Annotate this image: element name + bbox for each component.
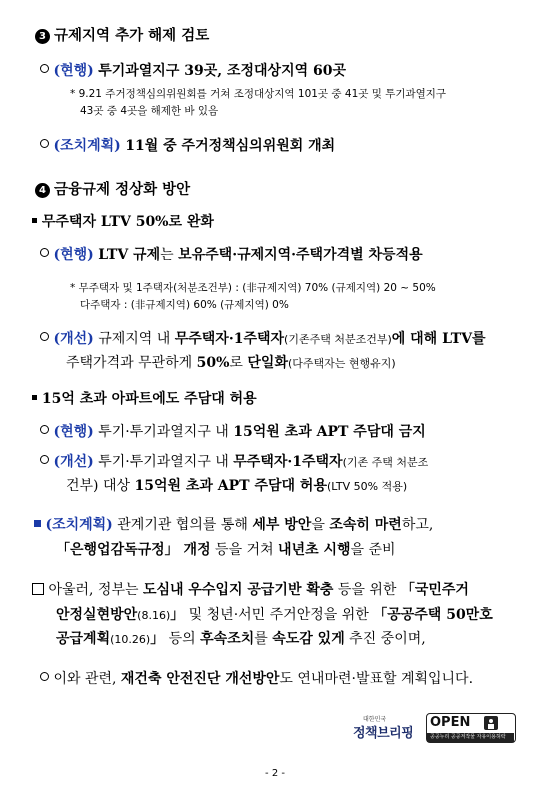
improve-c: (기존주택 처분조건부) bbox=[284, 333, 392, 346]
plan-text: 11월 중 주거정책심의위원회 개최 bbox=[125, 138, 336, 154]
closing-line3-f: 를 bbox=[254, 631, 273, 647]
hollow-circle-bullet bbox=[40, 425, 49, 434]
section4-heading bbox=[35, 178, 190, 199]
square-bullet bbox=[32, 395, 37, 400]
logo-small-text: 대한민국 bbox=[363, 716, 387, 723]
section4-title: 금융규제 정상화 방안 bbox=[54, 181, 191, 198]
closing-line3-d: 등의 bbox=[164, 631, 201, 647]
current-b: 는 bbox=[160, 247, 179, 263]
plan-line2-b: 등을 거쳐 bbox=[210, 542, 279, 558]
improve-line2-e: (다주택자는 현행유지) bbox=[287, 357, 396, 370]
plan-line2-c: 내년초 시행 bbox=[278, 542, 351, 558]
closing-line3-h: 추진 중이며, bbox=[344, 631, 426, 647]
section4-plan-line2 bbox=[56, 539, 396, 559]
open-label: OPEN bbox=[430, 715, 471, 730]
plan-line2-d: 을 준비 bbox=[350, 542, 396, 558]
section4-plan bbox=[34, 514, 433, 534]
hollow-circle-bullet bbox=[40, 64, 49, 73]
improve-line2-d: 단일화 bbox=[247, 355, 288, 371]
current-a: 투기·투기과열지구 내 bbox=[98, 424, 234, 440]
closing-line2-a: 안정실현방안 bbox=[56, 607, 138, 623]
page-number: - 2 - bbox=[265, 768, 285, 779]
current-tag: (현행) bbox=[53, 424, 94, 440]
section3-heading bbox=[35, 24, 209, 45]
closing-line3-a: 공급계획 bbox=[56, 631, 111, 647]
closing-line3-g: 속도감 있게 bbox=[272, 631, 345, 647]
closing-line1-a: 아울러, 정부는 bbox=[48, 582, 143, 598]
closing-line2-d: 및 청년·서민 주거안정을 위한 bbox=[184, 607, 374, 623]
plan-line2-a: 「은행업감독규정」 개정 bbox=[56, 542, 211, 558]
plan-c: 을 bbox=[311, 517, 330, 533]
open-sub-bar bbox=[427, 733, 514, 742]
item1-heading bbox=[32, 211, 214, 231]
improve-a: 규제지역 내 bbox=[98, 331, 175, 347]
hollow-circle-bullet bbox=[40, 332, 49, 341]
current-b: 15억원 초과 APT 주담대 금지 bbox=[233, 424, 426, 440]
closing-line1-c: 등을 위한 bbox=[333, 582, 401, 598]
closing-line1-d: 「국민주거 bbox=[400, 582, 469, 598]
closing-line2-c: 」 bbox=[170, 607, 185, 623]
section3-current bbox=[40, 60, 346, 80]
improve-line2-a: 건부) 대상 bbox=[66, 478, 135, 494]
hollow-circle-bullet bbox=[40, 672, 49, 681]
policy-briefing-logo bbox=[353, 713, 421, 745]
improve-b: 무주택자·1주택자 bbox=[174, 331, 285, 347]
hollow-circle-bullet bbox=[40, 248, 49, 257]
improve-tag: (개선) bbox=[53, 331, 94, 347]
section4-number: 4 bbox=[35, 183, 50, 198]
item1-improve-line2 bbox=[66, 352, 396, 372]
improve-c: (기존 주택 처분조 bbox=[342, 456, 429, 469]
item1-title: 무주택자 LTV 50%로 완화 bbox=[41, 214, 214, 230]
item2-improve bbox=[40, 451, 428, 471]
closing-line1 bbox=[32, 579, 469, 599]
current-tag: (현행) bbox=[53, 63, 94, 79]
improve-line2-a: 주택가격과 무관하게 bbox=[66, 355, 197, 371]
improve-line2-b: 50% bbox=[196, 355, 230, 371]
plan-a: 관계기관 협의를 통해 bbox=[117, 517, 253, 533]
item1-note-line1: * 무주택자 및 1주택자(처분조건부) : (非규제지역) 70% (규제지역) 20 ~ 50% bbox=[70, 282, 436, 294]
closing-sub bbox=[40, 668, 473, 688]
plan-b: 세부 방안 bbox=[252, 517, 312, 533]
improve-a: 투기·투기과열지구 내 bbox=[98, 454, 234, 470]
closing-line3-b: (10.26) bbox=[110, 633, 151, 646]
improve-d: 에 대해 LTV를 bbox=[391, 331, 486, 347]
closing-line3-e: 후속조치 bbox=[200, 631, 255, 647]
open-license-badge bbox=[426, 713, 516, 743]
item2-improve-line2 bbox=[66, 475, 407, 495]
closing-line3 bbox=[56, 628, 426, 648]
closing-line2-b: (8.16) bbox=[137, 609, 171, 622]
item1-current bbox=[40, 244, 423, 264]
current-a: LTV 규제 bbox=[98, 247, 161, 263]
closing-line3-c: 」 bbox=[150, 631, 165, 647]
current-c: 보유주택·규제지역·주택가격별 차등적용 bbox=[178, 247, 423, 263]
closing-line2 bbox=[56, 604, 493, 624]
item2-heading bbox=[32, 388, 257, 408]
checkbox-bullet bbox=[32, 583, 44, 595]
closing-line1-b: 도심내 우수입지 공급기반 확충 bbox=[142, 582, 334, 598]
item2-current bbox=[40, 421, 426, 441]
plan-e: 하고, bbox=[401, 517, 434, 533]
attribution-icon bbox=[484, 716, 498, 730]
item2-title: 15억 초과 아파트에도 주담대 허용 bbox=[41, 391, 257, 407]
open-sub-text: 공공누리 공공저작물 자유이용허락 bbox=[430, 734, 506, 740]
logo-main-text: 정책브리핑 bbox=[353, 726, 414, 741]
closing-sub-a: 이와 관련, bbox=[53, 671, 121, 687]
hollow-circle-bullet bbox=[40, 455, 49, 464]
closing-line2-e: 「공공주택 50만호 bbox=[373, 607, 493, 623]
section3-number: 3 bbox=[35, 29, 50, 44]
plan-tag: (조치계획) bbox=[45, 517, 113, 533]
improve-line2-b: 15억원 초과 APT 주담대 허용 bbox=[134, 478, 327, 494]
blue-square-bullet bbox=[34, 520, 41, 527]
improve-tag: (개선) bbox=[53, 454, 94, 470]
item1-improve bbox=[40, 328, 486, 348]
improve-line2-c: 로 bbox=[229, 355, 248, 371]
plan-d: 조속히 마련 bbox=[329, 517, 402, 533]
section3-note-line2: 43곳 중 4곳을 해제한 바 있음 bbox=[80, 105, 219, 117]
improve-b: 무주택자·1주택자 bbox=[233, 454, 343, 470]
hollow-circle-bullet bbox=[40, 139, 49, 148]
improve-line2-c: (LTV 50% 적용) bbox=[326, 480, 408, 493]
plan-tag: (조치계획) bbox=[53, 138, 121, 154]
square-bullet bbox=[32, 218, 37, 223]
closing-sub-c: 도 연내마련·발표할 계획입니다. bbox=[279, 671, 474, 687]
current-tag: (현행) bbox=[53, 247, 94, 263]
footer-logos bbox=[353, 713, 518, 745]
section3-title: 규제지역 추가 해제 검토 bbox=[54, 27, 210, 44]
item1-note-line2: 다주택자 : (非규제지역) 60% (규제지역) 0% bbox=[80, 299, 289, 311]
section3-note-line1: * 9.21 주거정책심의위원회를 거쳐 조정대상지역 101곳 중 41곳 및 투기과열지구 bbox=[70, 88, 447, 100]
current-text: 투기과열지구 39곳, 조정대상지역 60곳 bbox=[98, 63, 346, 79]
section3-plan bbox=[40, 135, 335, 155]
closing-sub-b: 재건축 안전진단 개선방안 bbox=[120, 671, 280, 687]
